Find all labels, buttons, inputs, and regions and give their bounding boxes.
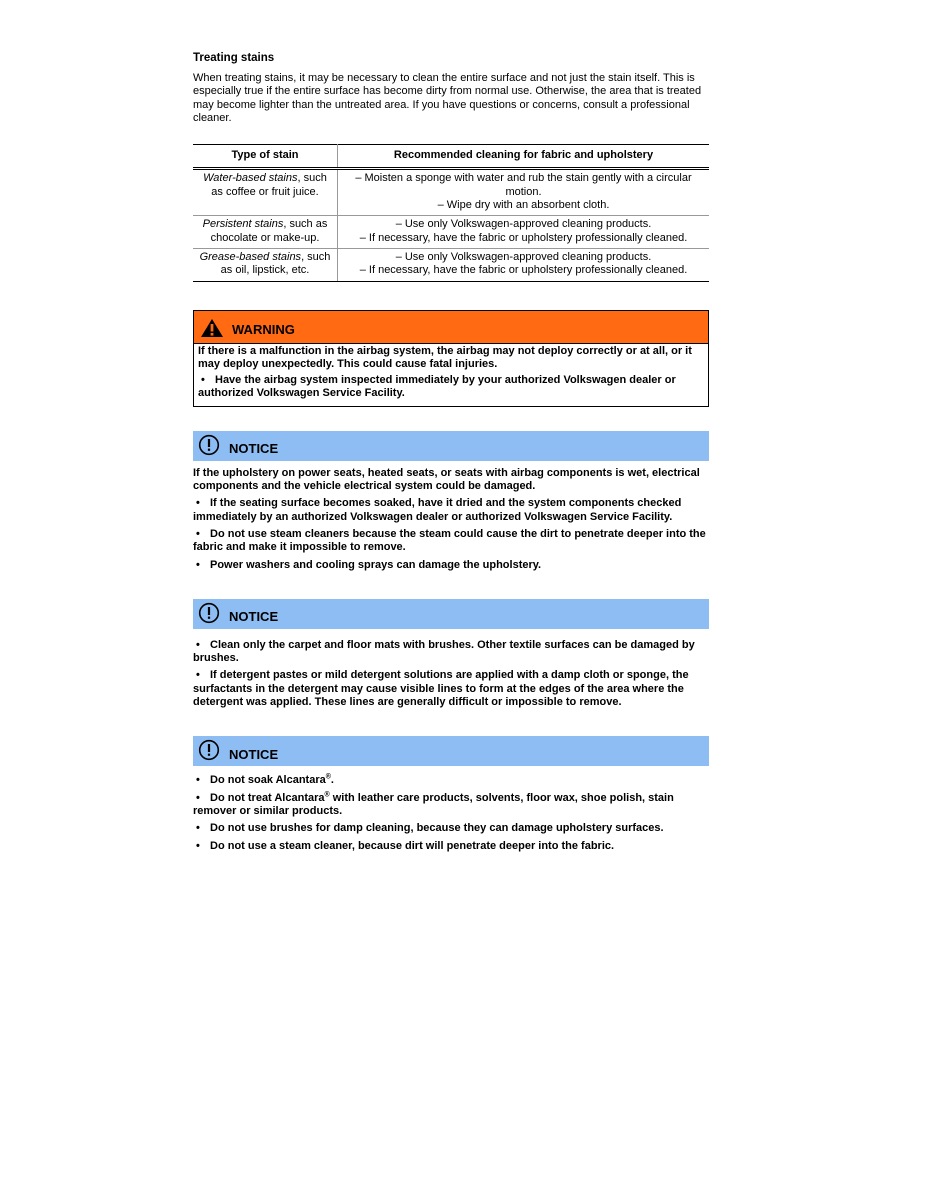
stain-type-examples: , such as chocolate or make-up.	[210, 218, 328, 244]
cleaning-step: – If necessary, have the fabric or upholstery professionally cleaned.	[359, 264, 688, 277]
stain-type-examples: , such as coffee or fruit juice.	[211, 172, 327, 198]
notice-label: NOTICE	[229, 609, 279, 625]
notice-body	[193, 461, 709, 572]
notice-bullet	[193, 639, 709, 666]
notice-bullet-text: Do not use brushes for damp cleaning, because they can damage upholstery surfaces.	[210, 822, 664, 835]
notice-bullet-text: If the seating surface becomes soaked, have it dried and the system components checked immediately by an authorized Volkswagen dealer or authorized Volkswagen Service Facility.	[193, 497, 682, 523]
notice-box	[193, 736, 709, 852]
warning-body	[194, 344, 708, 406]
warning-bullet-text: Have the airbag system inspected immediately by your authorized Volkswagen dealer or authorized Volkswagen Service Facility.	[198, 374, 676, 400]
notice-bullet-text: Do not treat Alcantara	[210, 791, 325, 804]
stain-type-name: Water-based stains	[203, 172, 298, 185]
notice-header	[193, 736, 709, 766]
bullet-icon: •	[196, 669, 200, 682]
notice-intro: If the upholstery on power seats, heated seats, or seats with airbag components is wet, electrical components and the vehicle electrical system could be damaged.	[193, 466, 700, 493]
warning-label: WARNING	[232, 322, 295, 338]
stain-type-name: Grease-based stains	[199, 250, 302, 263]
notice-bullet-text: Do not use steam cleaners because the steam could cause the dirt to penetrate deeper into the fabric and make it impossible to remove.	[193, 527, 706, 554]
header-type-of-stain: Type of stain	[193, 145, 338, 169]
notice-bullet	[193, 840, 709, 853]
notice-body	[193, 766, 709, 852]
notice-bullet	[193, 528, 709, 555]
cleaning-step: – Wipe dry with an absorbent cloth.	[437, 199, 610, 212]
notice-bullet	[193, 822, 709, 835]
notice-bullet-text: .	[330, 774, 334, 787]
bullet-icon: •	[196, 638, 200, 651]
bullet-icon: •	[196, 822, 200, 835]
notice-bullet	[193, 792, 709, 819]
registered-mark: ®	[324, 790, 330, 798]
bullet-icon: •	[196, 497, 200, 510]
notice-box	[193, 599, 709, 709]
notice-bullet-text: Do not soak Alcantara	[210, 774, 326, 787]
cleaning-cell	[338, 216, 710, 249]
notice-bullet	[193, 559, 709, 572]
notice-bullet	[193, 669, 709, 709]
bullet-icon: •	[196, 839, 200, 852]
warning-bullet	[198, 374, 704, 401]
exclamation-circle-icon	[198, 739, 220, 761]
bullet-icon: •	[196, 791, 200, 804]
section-intro: When treating stains, it may be necessary to clean the entire surface and not just the stain itself. This is especially true if the entire surface has become dirty from normal use. Otherwise, the area that is treated may become lighter than the untreated area. If you have questions or concerns, consult a professional cleaner.	[193, 72, 702, 124]
stain-type-examples: , such as oil, lipstick, etc.	[220, 250, 331, 277]
warning-box	[193, 310, 709, 407]
warning-header	[194, 311, 708, 344]
notice-box	[193, 431, 709, 572]
bullet-icon: •	[196, 558, 200, 571]
stain-type-cell	[193, 248, 338, 281]
cleaning-step: – Use only Volkswagen-approved cleaning products.	[395, 250, 652, 263]
notice-body	[193, 629, 709, 709]
bullet-icon: •	[201, 374, 205, 387]
notice-bullet-text: If detergent pastes or mild detergent solutions are applied with a damp cloth or sponge, the surfactants in the detergent may cause visible lines to form at the edges of the area where the detergent was applied. These lines are generally difficult or impossible to remove.	[193, 669, 689, 709]
notice-header	[193, 599, 709, 629]
notice-label: NOTICE	[229, 746, 279, 762]
stain-table	[193, 144, 709, 281]
bullet-icon: •	[196, 527, 200, 540]
header-recommended-cleaning: Recommended cleaning for fabric and upholstery	[338, 145, 710, 169]
table-header-row	[193, 145, 709, 169]
table-row	[193, 216, 709, 249]
cleaning-step: – Moisten a sponge with water and rub the stain gently with a circular motion.	[355, 172, 692, 198]
notice-label: NOTICE	[229, 441, 279, 457]
cleaning-cell	[338, 169, 710, 216]
table-row	[193, 169, 709, 216]
stain-type-cell	[193, 169, 338, 216]
warning-text: If there is a malfunction in the airbag system, the airbag may not deploy correctly or at all, or it may deploy unexpectedly. This could cause fatal injuries.	[198, 344, 692, 370]
registered-mark: ®	[325, 773, 331, 781]
notice-bullet-text: Clean only the carpet and floor mats with brushes. Other textile surfaces can be damaged by brushes.	[193, 638, 695, 665]
notice-bullet-text: Do not use a steam cleaner, because dirt will penetrate deeper into the fabric.	[210, 839, 615, 852]
table-row	[193, 248, 709, 281]
exclamation-circle-icon	[198, 434, 220, 456]
page-content	[193, 52, 709, 857]
cleaning-step: – Use only Volkswagen-approved cleaning products.	[395, 218, 652, 231]
cleaning-cell	[338, 248, 710, 281]
cleaning-step: – If necessary, have the fabric or upholstery professionally cleaned.	[359, 231, 688, 244]
section-title: Treating stains	[193, 52, 275, 64]
exclamation-circle-icon	[198, 602, 220, 624]
notice-bullet	[193, 497, 709, 524]
notice-header	[193, 431, 709, 461]
bullet-icon: •	[196, 774, 200, 787]
notice-bullet	[193, 774, 709, 787]
stain-type-cell	[193, 216, 338, 249]
notice-bullet-text: Power washers and cooling sprays can damage the upholstery.	[210, 558, 542, 571]
warning-triangle-icon	[200, 318, 224, 338]
notice-bullet-text: with leather care products, solvents, floor wax, shoe polish, stain remover or similar products.	[193, 791, 674, 817]
stain-type-name: Persistent stains	[202, 218, 284, 231]
